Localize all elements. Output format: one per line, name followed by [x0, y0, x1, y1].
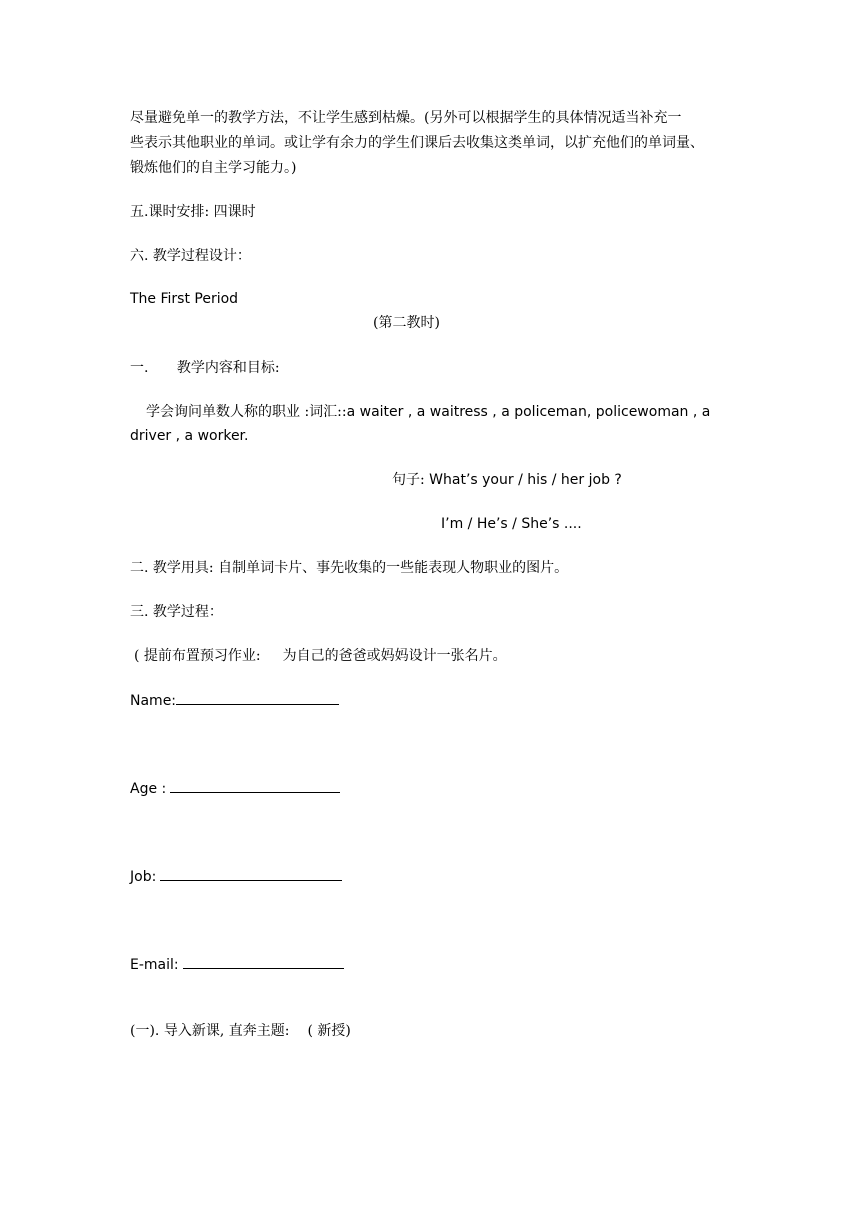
content-goal-number: 一. [130, 360, 149, 376]
prep-homework [134, 646, 507, 666]
step-1-prefix: (一). 导入新课, 直奔主题: [130, 1023, 290, 1039]
intro-line-1: 尽量避免单一的教学方法，不让学生感到枯燥。(另外可以根据学生的具体情况适当补充一 [130, 110, 682, 126]
teaching-aids: 二. 教学用具: 自制单词卡片、事先收集的一些能表现人物职业的图片。 [130, 560, 569, 576]
prep-homework-task: 为自己的爸爸或妈妈设计一张名片。 [282, 648, 507, 664]
name-blank [176, 690, 339, 705]
card-field-email [130, 954, 344, 976]
age-blank [170, 778, 340, 793]
section-5-schedule: 五.课时安排: 四课时 [130, 204, 256, 220]
period-subtitle: (第二教时) [373, 315, 440, 331]
card-field-name [130, 690, 339, 712]
sentence-1: What’s your / his / her job ? [429, 472, 622, 488]
period-title: The First Period [130, 291, 239, 307]
content-goal-heading [130, 358, 280, 378]
step-1-note: ( 新授) [307, 1023, 351, 1039]
job-blank [160, 866, 342, 881]
job-label: Job: [130, 869, 157, 885]
teaching-process-heading: 三. 教学过程： [130, 604, 223, 620]
email-blank [183, 954, 344, 969]
vocab-words-1: a waiter , a waitress , a policeman, policewoman , a [346, 404, 711, 420]
vocab-line-2: driver , a worker. [130, 428, 249, 444]
sentence-prefix: 句子: [392, 472, 430, 488]
vocab-line-1 [146, 402, 710, 423]
name-label: Name: [130, 693, 177, 709]
age-label: Age : [130, 781, 167, 797]
card-field-age [130, 778, 340, 800]
card-field-job [130, 866, 342, 888]
section-6-heading: 六. 教学过程设计： [130, 248, 251, 264]
sentence-line-1 [392, 470, 622, 491]
content-goal-title: 教学内容和目标: [176, 360, 280, 376]
intro-line-3: 锻炼他们的自主学习能力。) [130, 160, 297, 176]
vocab-prefix: 学会询问单数人称的职业 :词汇:: [146, 404, 347, 420]
sentence-line-2: I’m / He’s / She’s .... [441, 516, 582, 532]
prep-homework-prefix: ( 提前布置预习作业: [134, 648, 261, 664]
intro-line-2: 些表示其他职业的单词。或让学有余力的学生们课后去收集这类单词，以扩充他们的单词量、 [130, 135, 704, 151]
step-1-heading [130, 1021, 351, 1041]
email-label: E-mail: [130, 957, 179, 973]
